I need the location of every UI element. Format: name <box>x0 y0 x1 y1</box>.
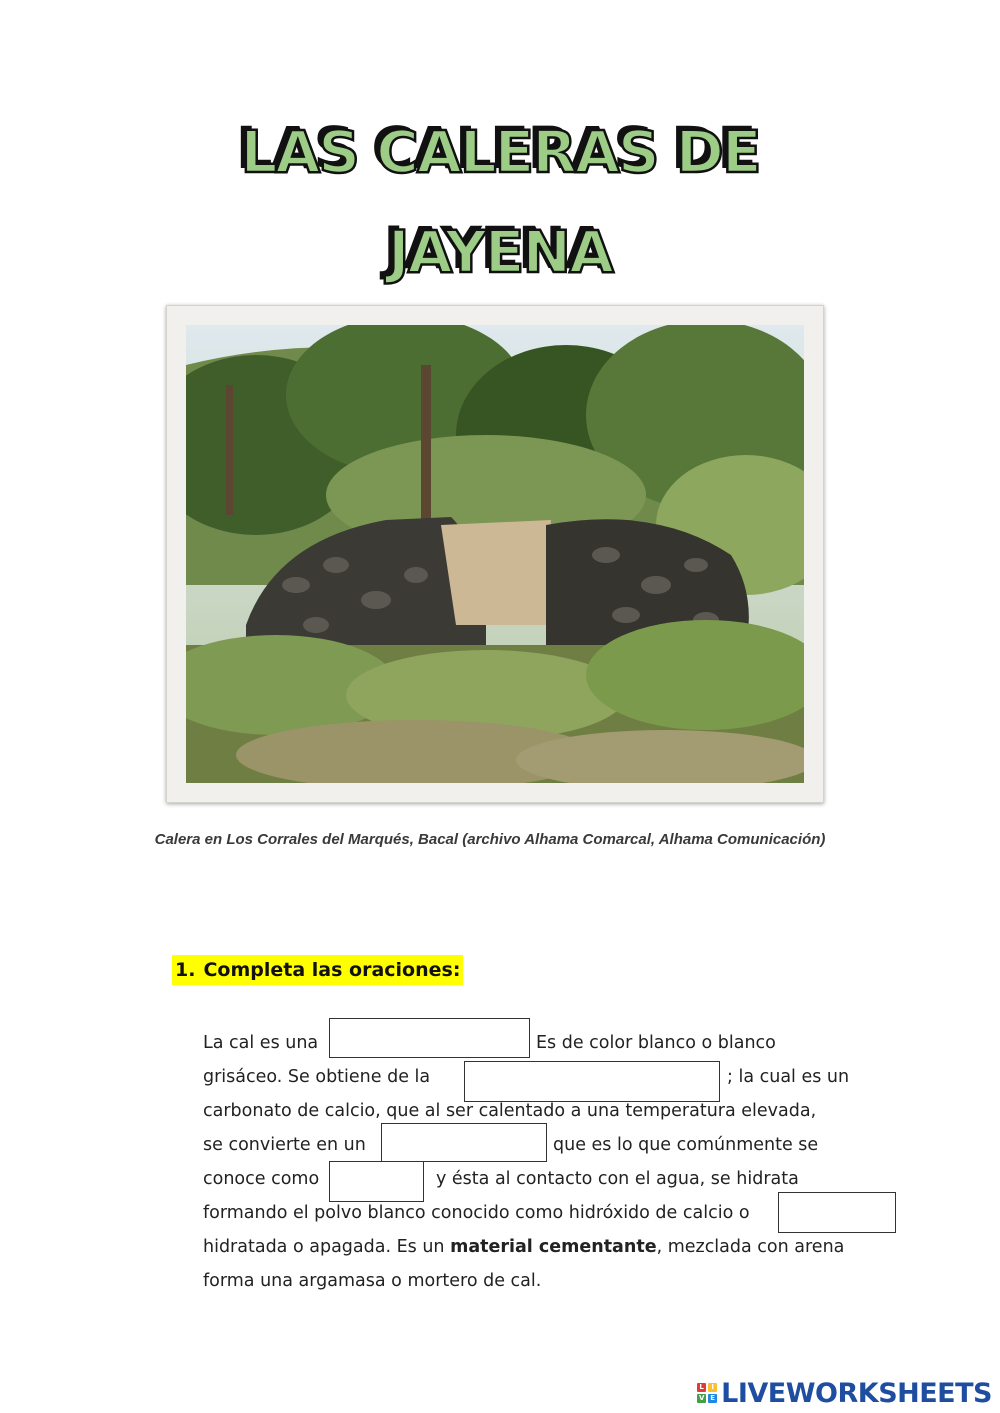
logo-letter: L <box>697 1383 706 1392</box>
sentence-line-3 <box>203 1096 903 1126</box>
line-text: carbonato de calcio, que al ser calentado a una temperatura elevada, <box>203 1101 817 1121</box>
logo-letter: I <box>708 1383 717 1392</box>
bold-term: material cementante <box>450 1237 657 1257</box>
calera-photo <box>186 325 804 783</box>
line-text: formando el polvo blanco conocido como hidróxido de calcio o <box>203 1203 750 1223</box>
photo-caption: Calera en Los Corrales del Marqués, Bacal (archivo Alhama Comarcal, Alhama Comunicación) <box>154 831 826 848</box>
sentence-line-6 <box>203 1198 903 1228</box>
line-text: se convierte en un <box>203 1135 366 1155</box>
sentence-line-4 <box>203 1130 903 1160</box>
sentence-line-8 <box>203 1266 903 1296</box>
sentence-line-1 <box>203 1028 903 1058</box>
exercise-heading <box>172 955 463 985</box>
sentence-line-7 <box>203 1232 903 1262</box>
line-text: La cal es una <box>203 1033 319 1053</box>
answer-blank-3[interactable] <box>381 1123 547 1162</box>
line-text <box>203 1232 844 1262</box>
exercise-title: Completa las oraciones: <box>203 959 461 981</box>
sentence-line-2 <box>203 1062 903 1092</box>
line-text: ; la cual es un <box>727 1067 850 1087</box>
answer-blank-1[interactable] <box>329 1018 530 1058</box>
brand-logo-icon <box>697 1383 717 1403</box>
sentence-line-5 <box>203 1164 903 1194</box>
line-text-end: , mezclada con arena <box>656 1237 845 1257</box>
exercise-number: 1. <box>175 959 196 981</box>
line-text: grisáceo. Se obtiene de la <box>203 1067 431 1087</box>
logo-letter: E <box>708 1394 717 1403</box>
worksheet-title-line-2: JAYENA <box>388 218 612 286</box>
answer-blank-5[interactable] <box>778 1192 896 1233</box>
line-text: Es de color blanco o blanco <box>536 1033 776 1053</box>
line-text-start: hidratada o apagada. Es un <box>203 1237 445 1257</box>
line-text: y ésta al contacto con el agua, se hidrata <box>436 1169 799 1189</box>
line-text: que es lo que comúnmente se <box>553 1135 819 1155</box>
worksheet-title-line-1: LAS CALERAS DE <box>240 118 760 186</box>
logo-letter: V <box>698 1394 705 1402</box>
photo-frame <box>166 305 824 803</box>
line-text: conoce como <box>203 1169 320 1189</box>
liveworksheets-brand <box>697 1376 992 1410</box>
line-text: forma una argamasa o mortero de cal. <box>203 1271 542 1291</box>
answer-blank-4[interactable] <box>329 1161 424 1202</box>
brand-name: LIVEWORKSHEETS <box>721 1377 992 1409</box>
